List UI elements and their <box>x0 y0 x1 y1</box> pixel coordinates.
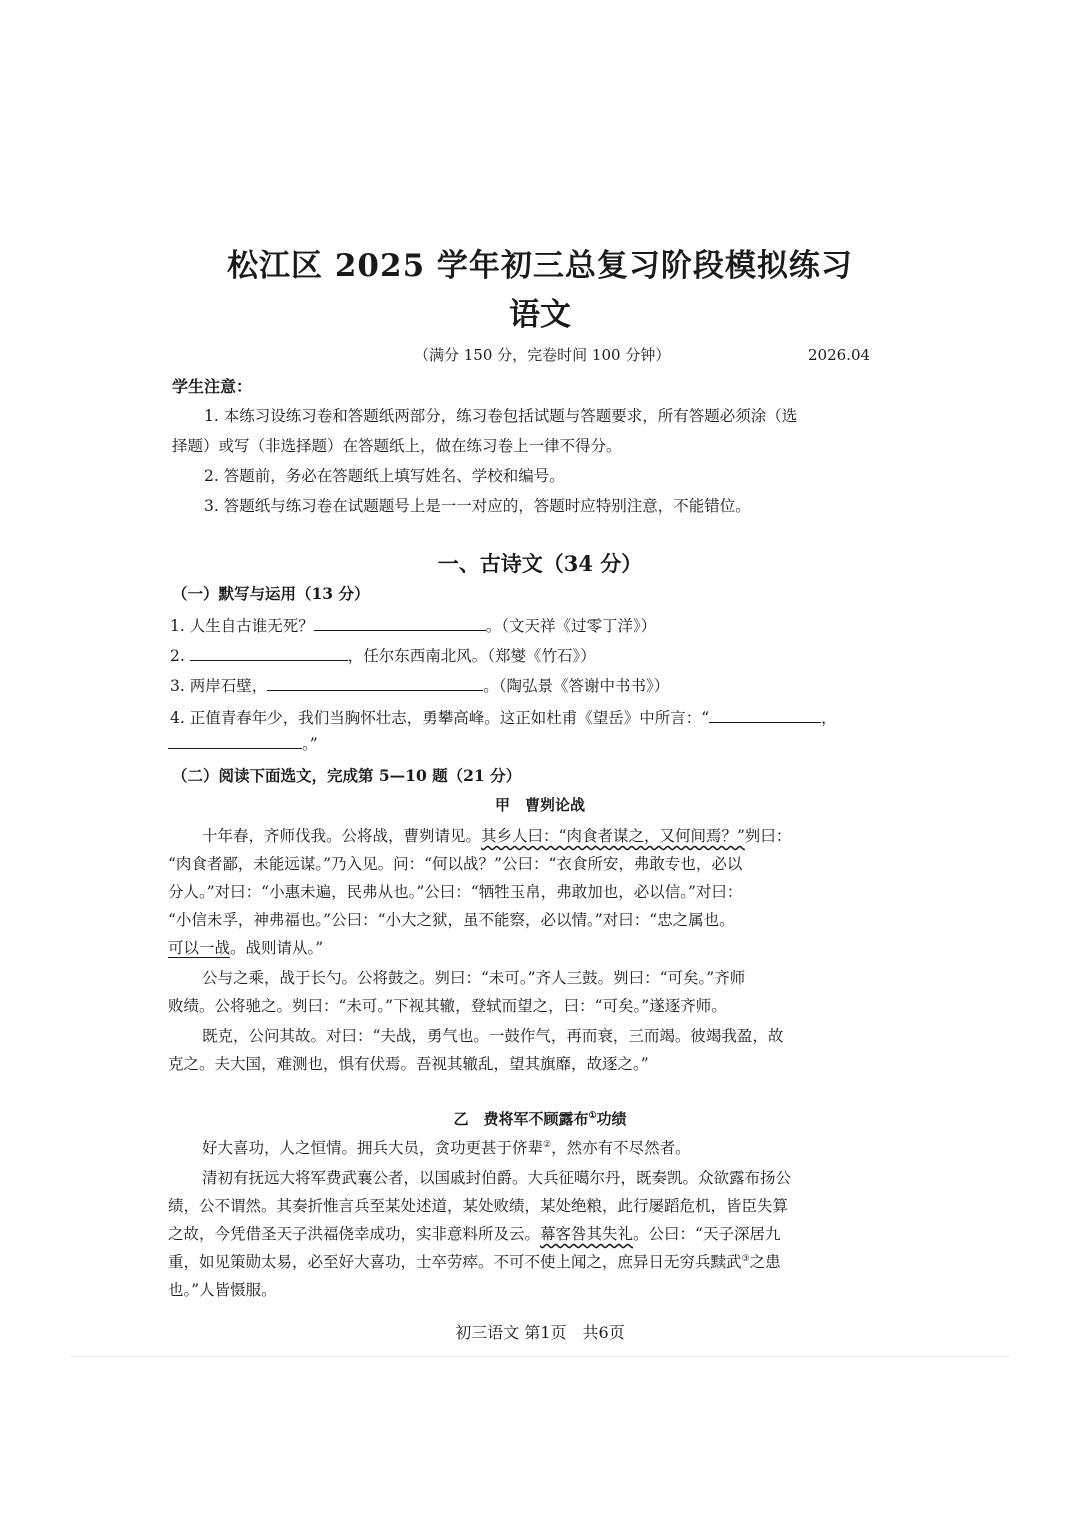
q2-blank[interactable] <box>190 646 348 661</box>
yi-line-4: 之故，今凭借圣天子洪福侥幸成功，实非意料所及云。幕客咎其失礼。公曰：“天子深居九 <box>168 1225 781 1243</box>
q2-text: 2. <box>170 647 185 665</box>
notice-item-1-line-2: 择题）或写（非选择题）在答题纸上，做在练习卷上一律不得分。 <box>172 437 622 455</box>
jia-line-4: “小信未孚，神弗福也。”公曰：“小大之狱，虽不能察，必以情。”对曰：“忠之属也。 <box>168 911 735 929</box>
question-3 <box>170 674 669 696</box>
notice-heading: 学生注意： <box>172 377 253 396</box>
question-4-line-1 <box>170 706 837 728</box>
q1-blank[interactable] <box>314 616 486 631</box>
exam-date: 2026.04 <box>808 346 871 364</box>
q1-source: 。（文天祥《过零丁洋》） <box>485 617 657 635</box>
passage-jia-title: 甲 曹刿论战 <box>494 796 585 814</box>
notice-item-1-line-1: 1. 本练习设练习卷和答题纸两部分，练习卷包括试题与答题要求，所有答题必须涂（选 <box>204 407 798 425</box>
q2-source: ，任尔东西南北风。（郑燮《竹石》） <box>347 647 596 665</box>
jia-line-5: 可以一战。战则请从。” <box>168 939 324 957</box>
jia-line-6: 公与之乘，战于长勺。公将鼓之。刿曰：“未可。”齐人三鼓。刿曰：“可矣。”齐师 <box>202 969 746 987</box>
q4-blank-2[interactable] <box>168 734 302 749</box>
yi-line-3: 绩，公不谓然。其奏折惟言兵至某处述道，某处败绩，某处绝粮，此行屡蹈危机，皆臣失算 <box>168 1197 789 1215</box>
question-2 <box>170 644 596 666</box>
jia-underlined-phrase: 可以一战 <box>168 939 231 957</box>
passage-yi-title: 乙 费将军不顾露布①功绩 <box>453 1110 627 1128</box>
jia-line-3: 分人。”对曰：“小惠未遍，民弗从也。”公曰：“牺牲玉帛，弗敢加也，必以信。”对曰： <box>168 883 743 901</box>
jia-line-9: 克之。夫大国，难测也，惧有伏焉。吾视其辙乱，望其旗靡，故逐之。” <box>168 1055 649 1073</box>
question-1 <box>170 614 656 636</box>
notice-item-2: 2. 答题前，务必在答题纸上填写姓名、学校和编号。 <box>204 467 565 485</box>
yi-line-5: 重，如见策勋太易，必至好大喜功，士卒劳瘁。不可不使上闻之，庶异日无穷兵黩武③之患 <box>168 1253 781 1271</box>
bottom-divider <box>70 1356 1010 1357</box>
jia-line-8: 既克，公问其故。对曰：“夫战，勇气也。一鼓作气，再而衰，三而竭。彼竭我盈，故 <box>202 1027 784 1045</box>
section-title: 一、古诗文（34 分） <box>437 551 643 576</box>
part2-heading: （二）阅读下面选文，完成第 5—10 题（21 分） <box>172 766 522 785</box>
q4-text: 4. 正值青春年少，我们当胸怀壮志，勇攀高峰。这正如杜甫《望岳》中所言：“ <box>170 709 710 727</box>
yi-underlined-phrase: 幕客咎其失礼 <box>540 1225 634 1243</box>
exam-title: 松江区 2025 学年初三总复习阶段模拟练习 <box>227 248 853 284</box>
jia-line-2: “肉食者鄙，未能远谋。”乃入见。问：“何以战？”公曰：“衣食所安，弗敢专也，必以 <box>168 855 743 873</box>
yi-line-1: 好大喜功，人之恒情。拥兵大员，贪功更甚于侪辈②，然亦有不尽然者。 <box>202 1139 691 1157</box>
q3-source: 。（陶弘景《答谢中书书》） <box>483 677 670 695</box>
yi-line-6: 也。”人皆慑服。 <box>168 1281 277 1299</box>
q4-blank-1[interactable] <box>709 708 821 723</box>
q4-comma: ， <box>821 709 837 727</box>
notice-item-3: 3. 答题纸与练习卷在试题题号上是一一对应的，答题时应特别注意，不能错位。 <box>204 497 751 515</box>
jia-underlined-sentence: 其乡人曰：“肉食者谋之，又何间焉？” <box>481 827 745 845</box>
q1-text: 1. 人生自古谁无死？ <box>170 617 314 635</box>
q3-blank[interactable] <box>267 676 483 691</box>
q3-text: 3. 两岸石壁， <box>170 677 268 695</box>
exam-meta: （满分 150 分，完卷时间 100 分钟） <box>414 346 671 364</box>
q4-end: 。” <box>302 735 318 753</box>
yi-line-2: 清初有抚远大将军费武襄公者，以国戚封伯爵。大兵征噶尔丹，既奏凯。众欲露布扬公 <box>202 1169 792 1187</box>
subject-title: 语文 <box>509 297 571 333</box>
jia-line-7: 败绩。公将驰之。刿曰：“未可。”下视其辙，登轼而望之，曰：“可矣。”遂逐齐师。 <box>168 997 727 1015</box>
jia-line-1: 十年春，齐师伐我。公将战，曹刿请见。其乡人曰：“肉食者谋之，又何间焉？”刿曰： <box>202 827 792 845</box>
page-footer: 初三语文 第1页 共6页 <box>455 1323 625 1342</box>
question-4-line-2 <box>168 732 318 754</box>
part1-heading: （一）默写与运用（13 分） <box>172 584 370 603</box>
